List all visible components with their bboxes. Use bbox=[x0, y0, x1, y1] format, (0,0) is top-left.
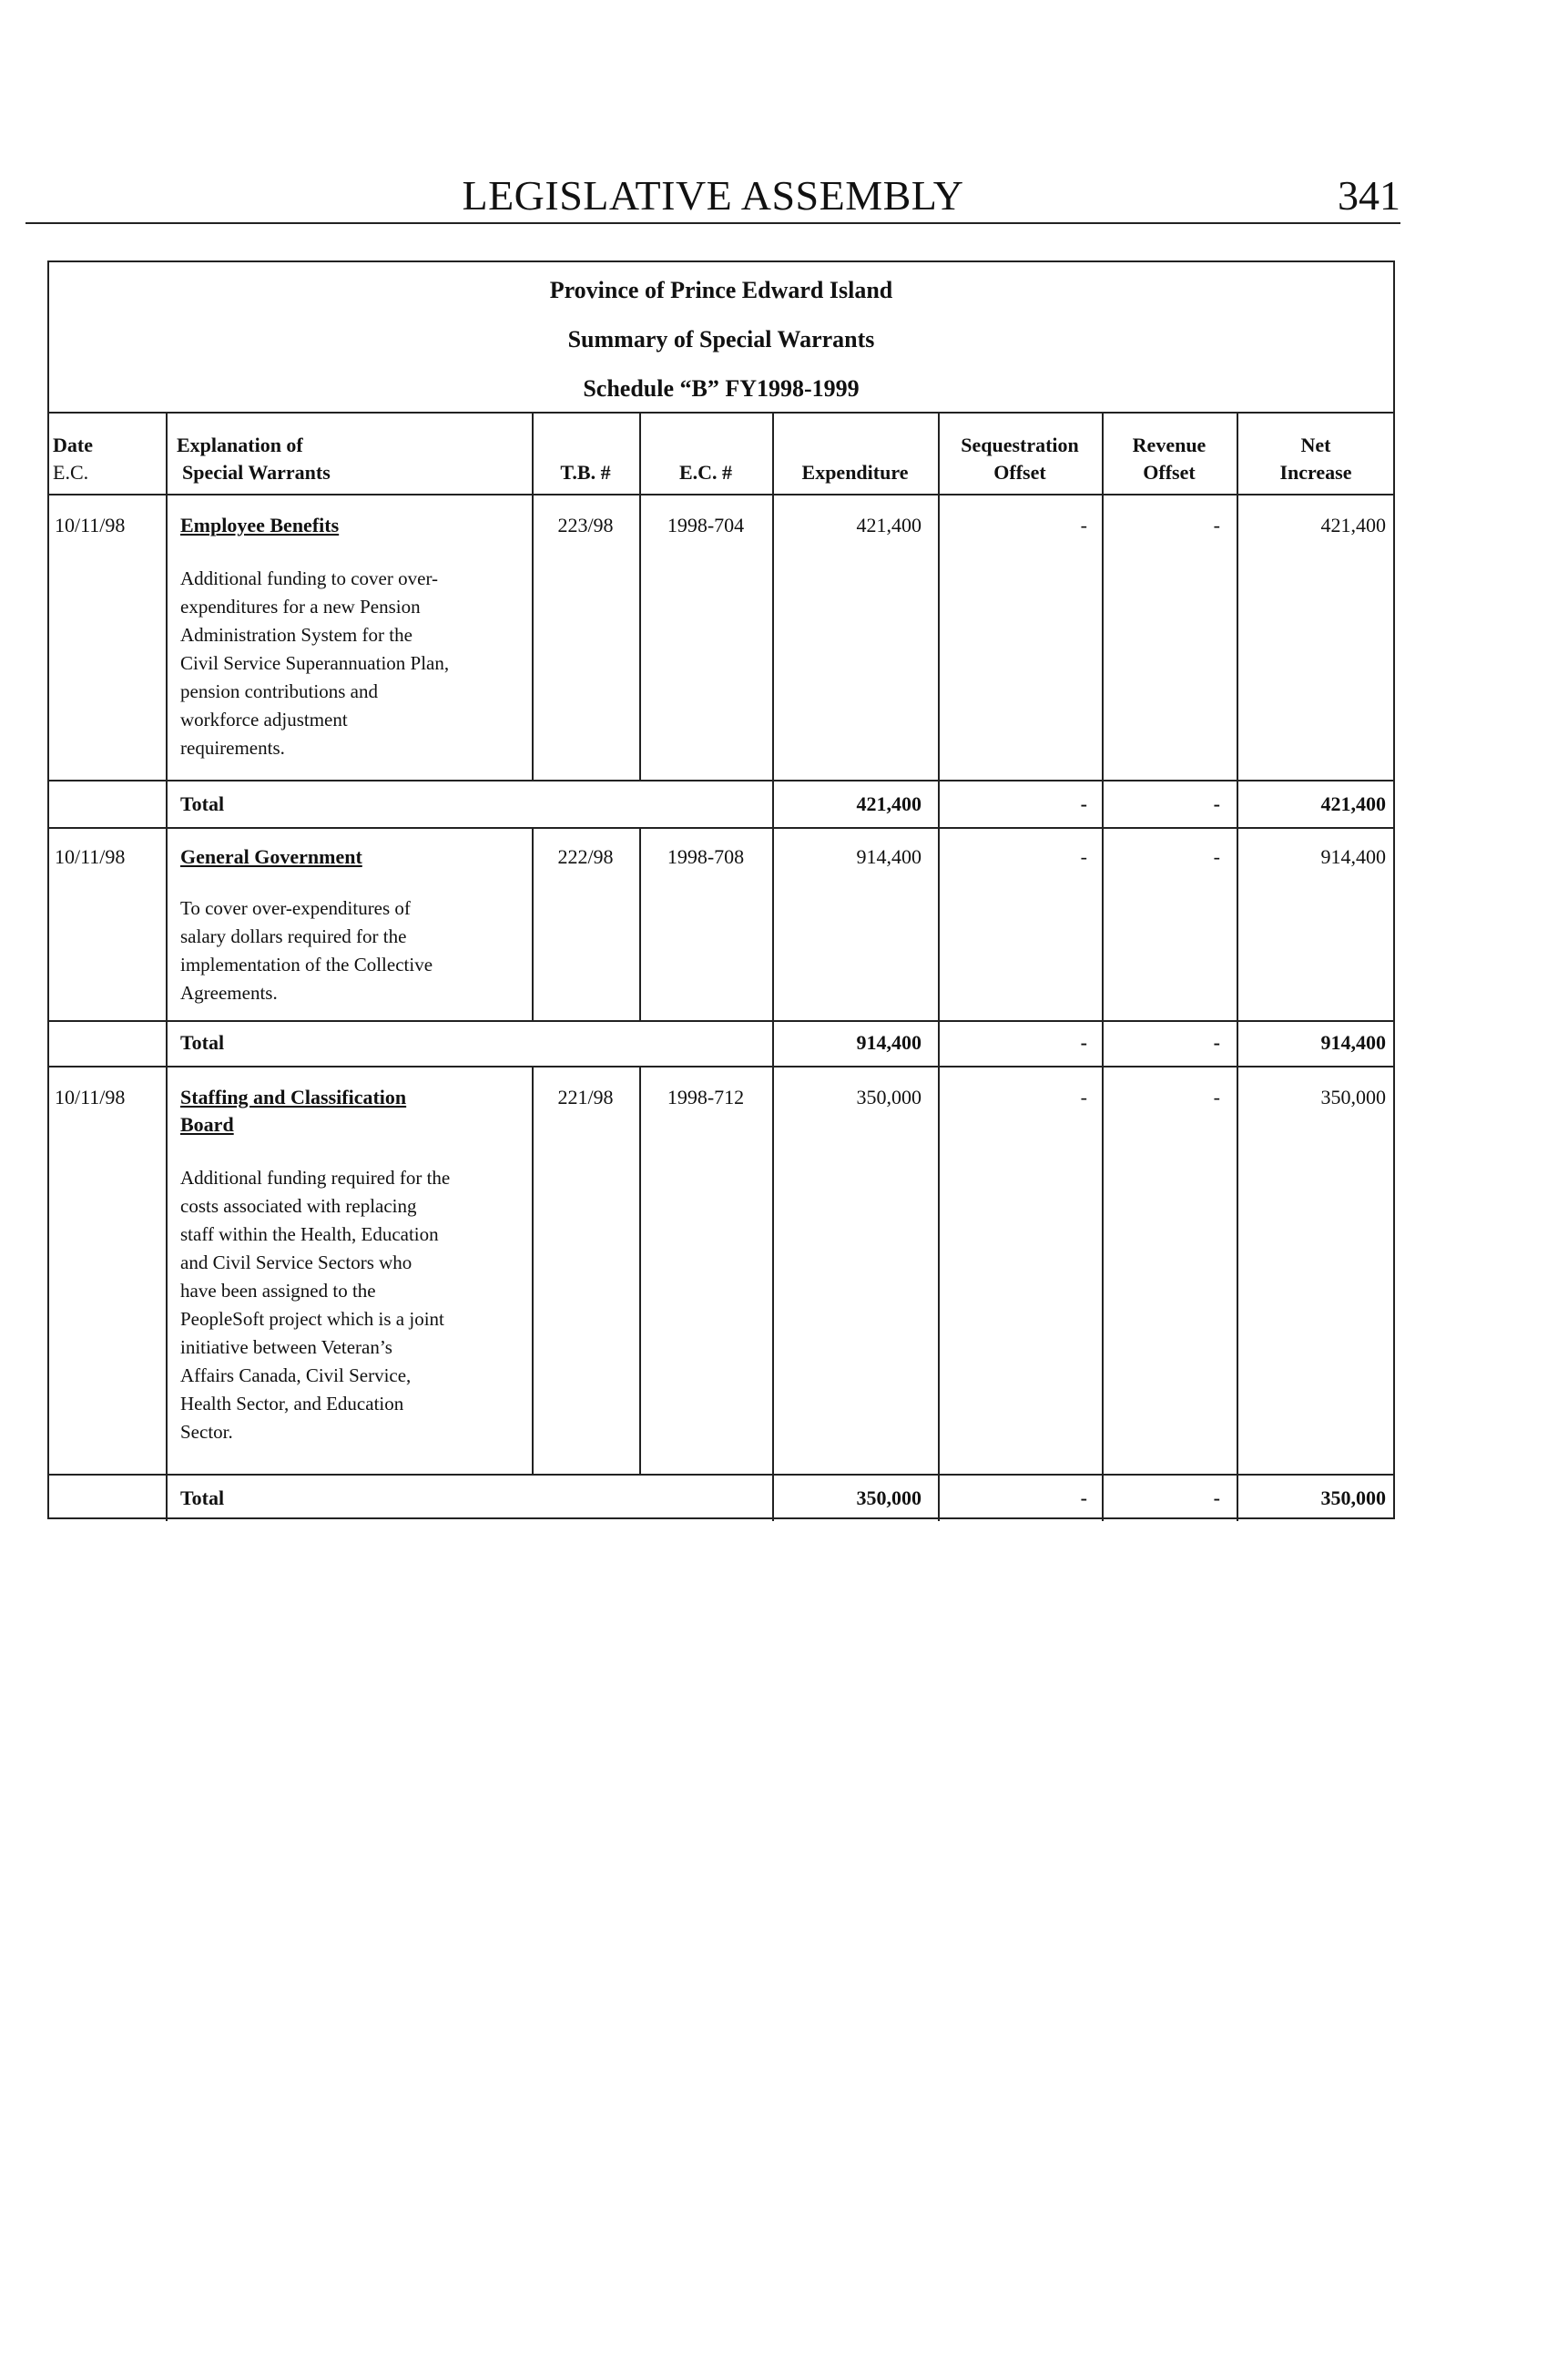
total3-label: Total bbox=[180, 1486, 225, 1509]
entry1-desc-line: Additional funding to cover over- bbox=[180, 567, 439, 589]
entry1-net: 421,400 bbox=[1320, 514, 1386, 536]
entry2-description bbox=[180, 894, 526, 1007]
entry2-ec: 1998-708 bbox=[667, 845, 745, 868]
header-revenue bbox=[1102, 432, 1237, 486]
entry3-date: 10/11/98 bbox=[55, 1086, 126, 1108]
total1-expenditure: 421,400 bbox=[856, 792, 921, 815]
header-date-line2: E.C. bbox=[53, 461, 89, 484]
total2-sequestration: - bbox=[1080, 1031, 1087, 1054]
entry1-desc-line: requirements. bbox=[180, 737, 285, 759]
header-explanation bbox=[177, 432, 523, 486]
col-divider-revenue bbox=[1102, 412, 1104, 1521]
entry3-desc-line: Affairs Canada, Civil Service, bbox=[180, 1364, 412, 1386]
col-divider-tb-c bbox=[532, 1066, 534, 1474]
total2-revenue: - bbox=[1213, 1031, 1220, 1054]
entry3-title-line2: Board bbox=[180, 1113, 234, 1136]
header-sequestration bbox=[938, 432, 1102, 486]
total3-sequestration: - bbox=[1080, 1486, 1087, 1509]
header-explanation-line2: Special Warrants bbox=[182, 461, 331, 484]
page-header bbox=[25, 171, 1400, 224]
header-net bbox=[1237, 432, 1395, 486]
rule-caption-bottom bbox=[49, 412, 1393, 414]
page-title: LEGISLATIVE ASSEMBLY bbox=[462, 172, 964, 219]
entry3-revenue: - bbox=[1213, 1086, 1220, 1108]
header-explanation-line1: Explanation of bbox=[177, 434, 303, 456]
entry2-desc-line: To cover over-expenditures of bbox=[180, 897, 411, 919]
entry1-revenue: - bbox=[1213, 514, 1220, 536]
entry1-desc-line: Civil Service Superannuation Plan, bbox=[180, 652, 450, 674]
entry2-net: 914,400 bbox=[1320, 845, 1386, 868]
rule-total1-bottom bbox=[49, 827, 1393, 829]
entry3-desc-line: Health Sector, and Education bbox=[180, 1393, 404, 1415]
header-revenue-line1: Revenue bbox=[1132, 434, 1207, 456]
header-date-line1: Date bbox=[53, 434, 93, 456]
entry1-desc-line: workforce adjustment bbox=[180, 709, 348, 730]
entry3-expenditure: 350,000 bbox=[856, 1086, 921, 1108]
header-date bbox=[49, 432, 169, 486]
table-caption-province: Province of Prince Edward Island bbox=[549, 277, 893, 303]
entry2-desc-line: Agreements. bbox=[180, 982, 278, 1004]
col-divider-net bbox=[1237, 412, 1238, 1521]
entry3-desc-line: initiative between Veteran’s bbox=[180, 1336, 392, 1358]
entry1-sequestration: - bbox=[1080, 514, 1087, 536]
entry3-tb: 221/98 bbox=[557, 1086, 614, 1108]
entry3-description bbox=[180, 1164, 526, 1446]
entry3-desc-line: have been assigned to the bbox=[180, 1280, 376, 1302]
entry3-desc-line: and Civil Service Sectors who bbox=[180, 1251, 412, 1273]
entry3-sequestration: - bbox=[1080, 1086, 1087, 1108]
entry1-date: 10/11/98 bbox=[55, 514, 126, 536]
header-sequestration-line1: Sequestration bbox=[961, 434, 1079, 456]
col-divider-date bbox=[166, 412, 168, 1521]
total1-net: 421,400 bbox=[1320, 792, 1386, 815]
header-revenue-line2: Offset bbox=[1143, 461, 1196, 484]
entry1-ec: 1998-704 bbox=[667, 514, 745, 536]
rule-header-bottom bbox=[49, 494, 1393, 495]
rule-total2-bottom bbox=[49, 1066, 1393, 1067]
total2-expenditure: 914,400 bbox=[856, 1031, 921, 1054]
col-divider-sequestration bbox=[938, 412, 940, 1521]
total1-sequestration: - bbox=[1080, 792, 1087, 815]
total3-revenue: - bbox=[1213, 1486, 1220, 1509]
rule-entry2-bottom bbox=[49, 1020, 1393, 1022]
col-divider-expenditure bbox=[772, 412, 774, 1521]
header-expenditure: Expenditure bbox=[801, 461, 909, 484]
table-caption-summary: Summary of Special Warrants bbox=[567, 326, 875, 352]
entry1-expenditure: 421,400 bbox=[856, 514, 921, 536]
entry1-desc-line: expenditures for a new Pension bbox=[180, 596, 421, 618]
entry2-revenue: - bbox=[1213, 845, 1220, 868]
entry1-description bbox=[180, 565, 526, 762]
total2-label: Total bbox=[180, 1031, 225, 1054]
entry1-desc-line: pension contributions and bbox=[180, 680, 378, 702]
entry1-tb: 223/98 bbox=[557, 514, 614, 536]
entry3-desc-line: staff within the Health, Education bbox=[180, 1223, 439, 1245]
entry2-title: General Government bbox=[180, 845, 362, 868]
total3-net: 350,000 bbox=[1320, 1486, 1386, 1509]
header-net-line2: Increase bbox=[1279, 461, 1352, 484]
total2-net: 914,400 bbox=[1320, 1031, 1386, 1054]
header-sequestration-line2: Offset bbox=[993, 461, 1046, 484]
total1-revenue: - bbox=[1213, 792, 1220, 815]
entry3-ec: 1998-712 bbox=[667, 1086, 745, 1108]
header-tb: T.B. # bbox=[560, 461, 611, 484]
entry3-desc-line: Additional funding required for the bbox=[180, 1167, 451, 1189]
entry1-desc-line: Administration System for the bbox=[180, 624, 412, 646]
entry2-sequestration: - bbox=[1080, 845, 1087, 868]
header-net-line1: Net bbox=[1300, 434, 1331, 456]
col-divider-ec-c bbox=[639, 1066, 641, 1474]
table-caption-schedule: Schedule “B” FY1998-1999 bbox=[583, 375, 860, 402]
rule-entry1-bottom bbox=[49, 780, 1393, 781]
entry3-desc-line: PeopleSoft project which is a joint bbox=[180, 1308, 444, 1330]
entry2-desc-line: salary dollars required for the bbox=[180, 925, 407, 947]
special-warrants-table bbox=[47, 260, 1395, 1519]
entry3-net: 350,000 bbox=[1320, 1086, 1386, 1108]
rule-entry3-bottom bbox=[49, 1474, 1393, 1476]
header-ec: E.C. # bbox=[678, 461, 733, 484]
total1-label: Total bbox=[180, 792, 225, 815]
entry2-tb: 222/98 bbox=[557, 845, 614, 868]
entry1-title: Employee Benefits bbox=[180, 514, 340, 536]
entry3-desc-line: costs associated with replacing bbox=[180, 1195, 417, 1217]
entry3-title bbox=[180, 1084, 406, 1139]
entry3-desc-line: Sector. bbox=[180, 1421, 233, 1443]
entry2-date: 10/11/98 bbox=[55, 845, 126, 868]
total3-expenditure: 350,000 bbox=[856, 1486, 921, 1509]
entry2-expenditure: 914,400 bbox=[856, 845, 921, 868]
entry3-title-line1: Staffing and Classification bbox=[180, 1086, 407, 1108]
entry2-desc-line: implementation of the Collective bbox=[180, 954, 433, 975]
page-number: 341 bbox=[1338, 172, 1400, 219]
